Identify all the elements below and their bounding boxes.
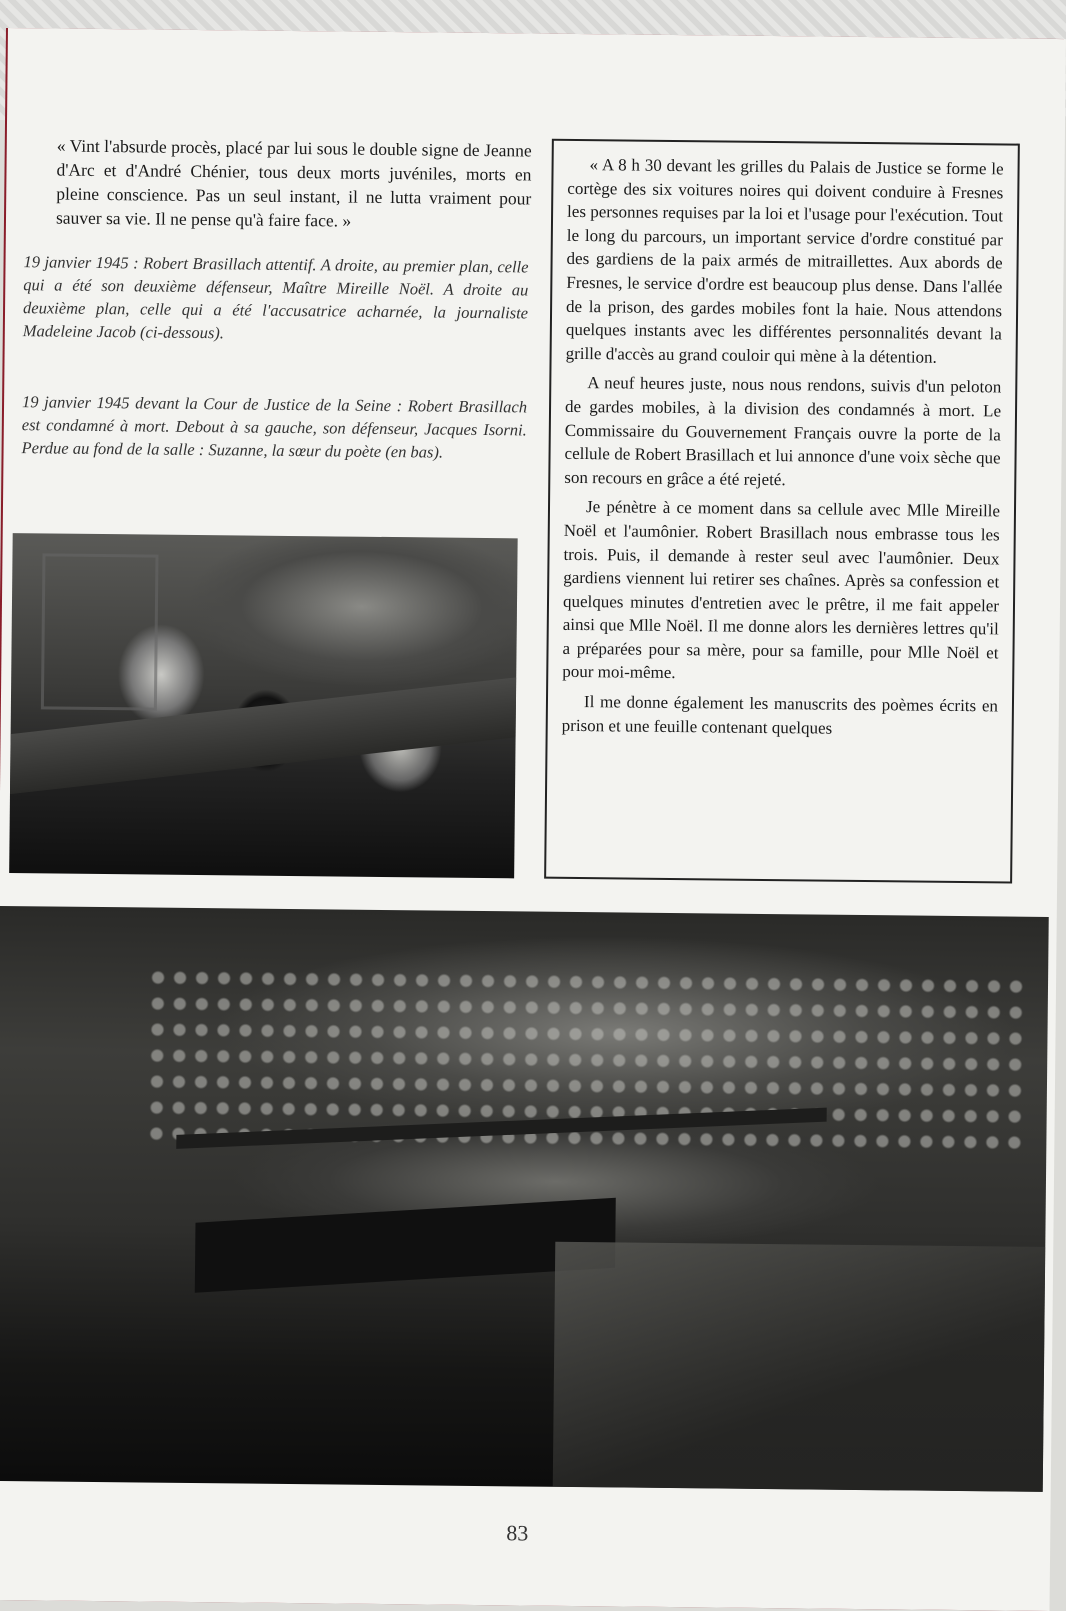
courtroom-desk (195, 1198, 616, 1293)
testimony-box (544, 139, 1020, 884)
caption-photo-top: 19 janvier 1945 : Robert Brasillach attentif. A droite, au premier plan, celle qui a été son deuxième défenseur, Maître Mireille Noël. A droite au deuxième plan, celle qui a été l'accusatrice acharnée, la journaliste Madeleine Jacob (ci-dessous). (22, 252, 529, 343)
caption-photo-bottom: 19 janvier 1945 devant la Cour de Justice de la Seine : Robert Brasillach est condamné à mort. Debout à sa gauche, son défenseur, Jacques Isorni. Perdue au fond de la salle : Suzanne, la sœur du poète (en bas). (21, 392, 528, 462)
wood-panel (41, 553, 159, 710)
testimony-paragraph: Il me donne également les manuscrits des poèmes écrits en prison et une feuille contenant quelques (561, 692, 999, 738)
page-number: 83 (506, 1520, 529, 1546)
testimony-paragraph: « A 8 h 30 devant les grilles du Palais de Justice se forme le cortège des six voitures noires qui doivent conduire à Fresnes les personnes requises par la loi et l'usage pour l'exécution. Tout le long du parcours, un important service d'ordre constitué par des gardiens de la paix armés de mitraillettes. Aux abords de Fresnes, le service d'ordre est beaucoup plus dense. Dans l'allée de la prison, des gardes mobiles font la haie. Nous attendons quelques instants avec les différentes personnalités devant la grille d'accès au grand couloir qui mène à la détention. (565, 155, 1004, 367)
photo-brasillach-in-court (9, 533, 518, 878)
photo-courtroom-trial (0, 906, 1049, 1492)
courtroom-floor (553, 1242, 1046, 1492)
book-page (0, 28, 1066, 1611)
testimony-paragraph: A neuf heures juste, nous nous rendons, suivis d'un peloton de gardes mobiles, à la division des condamnés à mort. Le Commissaire du Gouvernement Français ouvre la porte de la cellule de Robert Brasillach et lui annonce d'une voix sèche que son recours en grâce a été rejeté. (564, 373, 1002, 489)
intro-quote: « Vint l'absurde procès, placé par lui sous le double signe de Jeanne d'Arc et d'André Chénier, tous deux morts juvéniles, morts en pleine conscience. Pas un seul instant, il ne lutta vraiment pour sauver sa vie. Il ne pense qu'à faire face. » (55, 135, 532, 231)
testimony-paragraph: Je pénètre à ce moment dans sa cellule avec Mlle Mireille Noël et l'aumônier. Robert Brasillach nous embrasse tous les trois. Puis, il demande à rester seul avec l'aumônier. Deux gardiens viennent lui retirer ses chaînes. Après sa confession et quelques minutes d'entretien avec le prêtre, il me fait appeler ainsi que Mlle Noël. Il me donne alors les dernières lettres qu'il a préparées pour sa mère, pour sa famille, pour Mlle Noël et pour moi-même. (562, 497, 1001, 683)
